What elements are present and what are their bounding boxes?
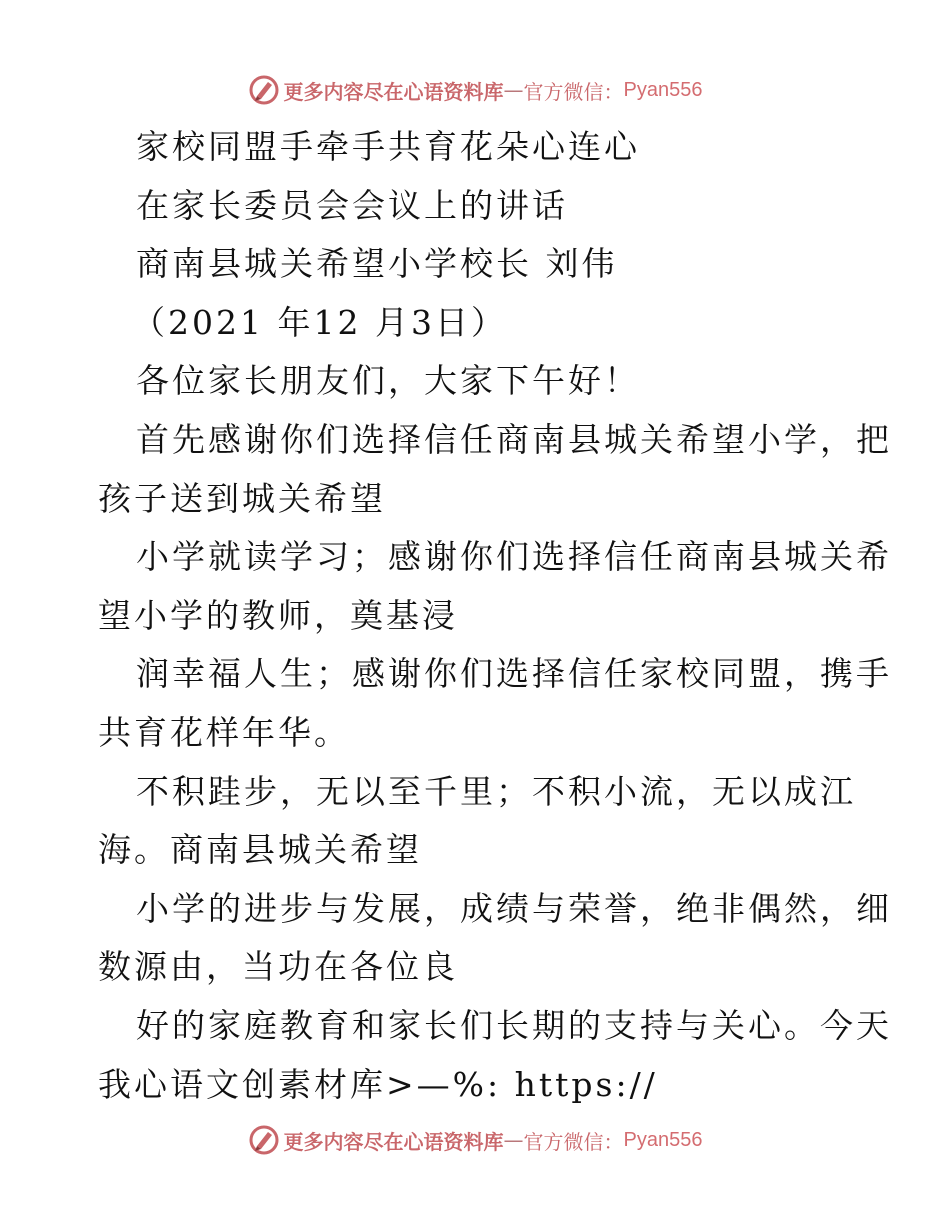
watermark-main-text: 更多内容尽在心语资料库 xyxy=(283,79,504,104)
paragraph-line: 数源由，当功在各位良 xyxy=(98,947,458,987)
watermark-main-text: 更多内容尽在心语资料库 xyxy=(283,1129,504,1154)
document-date: （2021 年12 月3日） xyxy=(132,302,507,342)
paragraph-line: 好的家庭教育和家长们长期的支持与关心。今天 xyxy=(136,1005,892,1045)
watermark-wechat-id: Pyan556 xyxy=(623,1128,703,1151)
document-body xyxy=(98,118,892,1114)
paragraph-line: 不积跬步，无以至千里；不积小流，无以成江 xyxy=(136,771,856,811)
watermark-wechat-label: 官方微信： xyxy=(523,1129,624,1154)
paragraph-line: 海。商南县城关希望 xyxy=(98,830,422,870)
paragraph-line: 首先感谢你们选择信任商南县城关希望小学，把 xyxy=(136,419,892,459)
watermark-wechat-label: 官方微信： xyxy=(523,79,624,104)
paragraph-line: 望小学的教师，奠基浸 xyxy=(98,595,458,635)
paragraph-line: 润幸福人生；感谢你们选择信任家校同盟，携手 xyxy=(136,654,892,694)
red-pen-circle-logo-icon xyxy=(248,1124,280,1156)
watermark-separator: — xyxy=(503,1128,524,1152)
watermark-separator: — xyxy=(503,78,524,102)
watermark-wechat-id: Pyan556 xyxy=(623,78,703,101)
watermark-banner-top xyxy=(0,70,950,110)
paragraph-line: 小学的进步与发展，成绩与荣誉，绝非偶然，细 xyxy=(136,888,892,928)
document-author: 商南县城关希望小学校长 刘伟 xyxy=(136,244,618,284)
paragraph-line: 共育花样年华。 xyxy=(98,712,350,752)
greeting-line: 各位家长朋友们，大家下午好！ xyxy=(136,361,640,401)
paragraph-line: 孩子送到城关希望 xyxy=(98,478,386,518)
red-pen-circle-logo-icon xyxy=(248,74,280,106)
document-title: 家校同盟手牵手共育花朵心连心 xyxy=(136,127,640,166)
paragraph-line: 小学就读学习；感谢你们选择信任商南县城关希 xyxy=(136,537,892,577)
watermark-banner-bottom xyxy=(0,1120,950,1160)
document-subtitle: 在家长委员会会议上的讲话 xyxy=(136,185,568,225)
paragraph-line: 我心语文创素材库>—%: https:// xyxy=(98,1064,658,1104)
